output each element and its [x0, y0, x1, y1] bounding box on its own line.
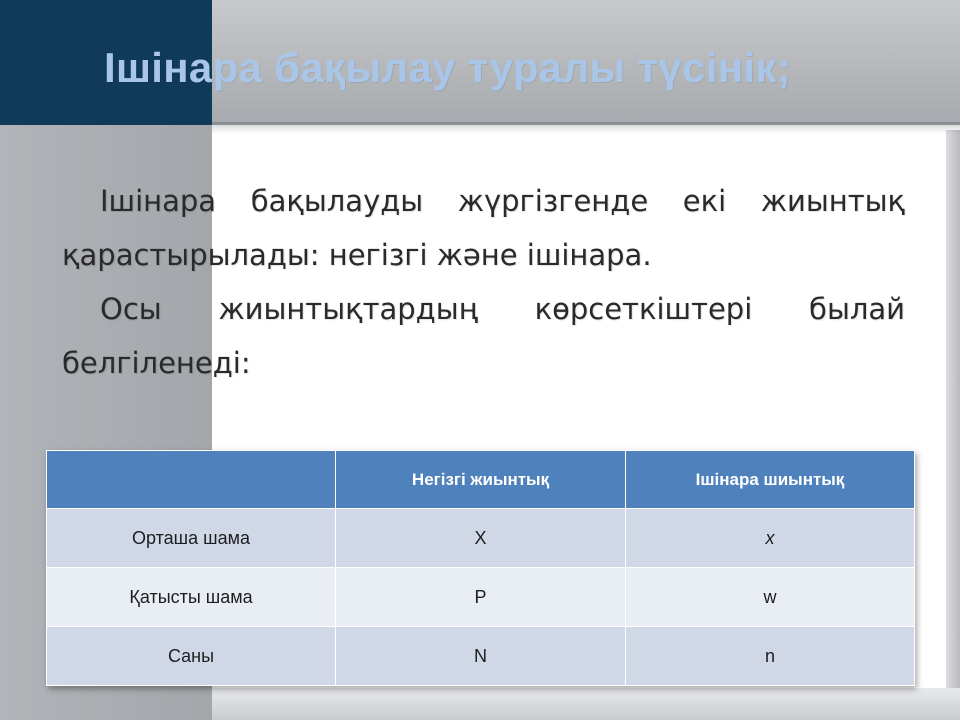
table-row	[47, 568, 915, 627]
right-gray-edge	[946, 130, 960, 720]
table-cell-sample: n	[626, 627, 915, 686]
table-header-sample: Ішінара шиынтық	[626, 451, 915, 509]
slide-title: Ішінара бақылау туралы түсінік;	[104, 44, 791, 91]
table-cell-general: P	[336, 568, 626, 627]
table-cell-sample: w	[626, 568, 915, 627]
table-cell-label: Орташа шама	[47, 509, 336, 568]
table-row	[47, 627, 915, 686]
paragraph-2: Осы жиынтықтардың көрсеткіштері былай белгіленеді:	[62, 292, 905, 380]
table-cell-general: N	[336, 627, 626, 686]
body-text	[62, 174, 905, 390]
table-cell-sample: x	[626, 509, 915, 568]
title-shadow	[212, 122, 960, 134]
table-header-row	[47, 451, 915, 509]
table-row	[47, 509, 915, 568]
table-cell-label: Саны	[47, 627, 336, 686]
table-header-general: Негізгі жиынтық	[336, 451, 626, 509]
bottom-gray-strip	[212, 688, 960, 720]
paragraph-1: Ішінара бақылауды жүргізгенде екі жиынтық қарастырылады: негізгі және ішінара.	[62, 184, 905, 272]
table-header-empty	[47, 451, 336, 509]
table-cell-label: Қатысты шама	[47, 568, 336, 627]
notation-table	[46, 450, 915, 686]
table-cell-general: X	[336, 509, 626, 568]
